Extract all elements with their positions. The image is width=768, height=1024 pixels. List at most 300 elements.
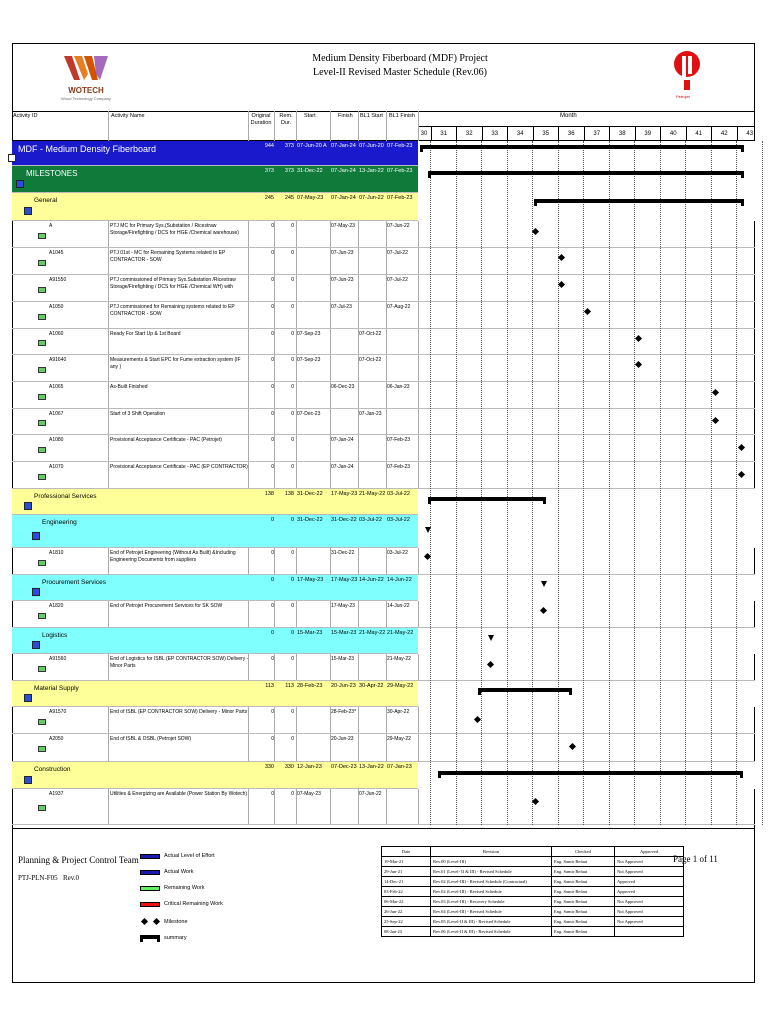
revision-header-cell: Checked: [552, 847, 615, 857]
activity-od: 0: [271, 550, 274, 556]
band-bl1f: 03-Jul-22: [387, 491, 410, 497]
wbs-folder-icon: [24, 694, 32, 702]
band-bl1s: 30-Apr-22: [359, 683, 384, 689]
band-bl1s: 13-Jan-22: [359, 764, 384, 770]
band-bl1f: 29-May-22: [387, 683, 414, 689]
gantt-band-area: [418, 193, 755, 221]
band-finish: 17-May-23: [331, 577, 358, 583]
month-gridline: [507, 141, 508, 825]
band-rd: 330: [284, 764, 294, 770]
activity-row[interactable]: [12, 462, 755, 489]
activity-bl1f: 07-Feb-23: [387, 437, 411, 443]
activity-bl1f: 07-Jun-22: [387, 223, 410, 229]
band-bl1s: 07-Jun-22: [359, 195, 384, 201]
activity-rd: 0: [291, 736, 294, 742]
activity-rd: 0: [291, 384, 294, 390]
activity-finish: 28-Feb-23*: [331, 709, 357, 715]
month-cell: 30: [420, 131, 428, 137]
revision-cell: 08-Jan-23: [382, 927, 431, 937]
month-gridline: [660, 141, 661, 825]
activity-row[interactable]: [12, 654, 755, 681]
wbs-band-row[interactable]: [12, 628, 418, 654]
activity-name: End of Petrojet Engineering (Without As Built) &Including Engineering Documents from suppliers: [110, 550, 236, 563]
col-bl1-start: BL1 Start: [360, 113, 383, 119]
month-gridline: [711, 141, 712, 825]
band-od: 373: [264, 168, 274, 174]
activity-row[interactable]: [12, 329, 755, 355]
legend-swatch: [140, 886, 160, 891]
col-month: Month: [560, 113, 577, 119]
wbs-band-name: General: [34, 197, 58, 204]
wbs-folder-icon: [32, 588, 40, 596]
activity-id: A1065: [49, 384, 64, 390]
activity-start: 07-Dec-23: [297, 411, 321, 417]
activity-id: A1937: [49, 791, 64, 797]
month-gridline: [456, 141, 457, 825]
activity-icon: [38, 666, 46, 672]
activity-row[interactable]: [12, 382, 755, 409]
activity-icon: [38, 746, 46, 752]
activity-rd: 0: [291, 304, 294, 310]
band-finish: 31-Dec-22: [331, 517, 357, 523]
activity-finish: 15-Mar-23: [331, 656, 355, 662]
activity-finish: 07-Jul-23: [331, 304, 352, 310]
activity-id: A1067: [49, 411, 64, 417]
activity-finish: 07-Jun-23: [331, 277, 354, 283]
activity-bl1s: 07-Jan-23: [359, 411, 382, 417]
revision-row: [382, 887, 684, 897]
activity-name: Provisional Acceptance Certificate - PAC (EP CONTRACTOR): [110, 464, 248, 470]
activity-id: A1050: [49, 304, 64, 310]
activity-row[interactable]: [12, 275, 755, 302]
activity-od: 0: [271, 656, 274, 662]
activity-od: 0: [271, 464, 274, 470]
band-rd: 245: [284, 195, 294, 201]
activity-bl1f: 21-May-22: [387, 656, 411, 662]
revision-cell: Eng. Samir Refaat: [552, 907, 615, 917]
revision-header-cell: Approved: [615, 847, 684, 857]
revision-cell: Not Approved: [615, 897, 684, 907]
revision-cell: Rev.01 (Level- II & III) - Revised Schedule: [431, 867, 552, 877]
activity-id: A1060: [49, 331, 64, 337]
band-od: 330: [264, 764, 274, 770]
activity-row[interactable]: [12, 302, 755, 329]
gantt-band-area: [418, 628, 755, 654]
band-start: 07-May-23: [297, 195, 324, 201]
band-od: 113: [265, 683, 274, 689]
legend-swatch: [140, 854, 160, 859]
col-bl1-finish: BL1 Finish: [389, 113, 415, 119]
month-gridline: [609, 141, 610, 825]
month-cell: 40: [660, 127, 686, 141]
revision-row: [382, 877, 684, 887]
activity-rd: 0: [291, 437, 294, 443]
activity-icon: [38, 613, 46, 619]
wbs-folder-icon: [24, 502, 32, 510]
wbs-band-row[interactable]: [12, 141, 418, 166]
month-gridline: [481, 141, 482, 825]
band-rd: 113: [285, 683, 294, 689]
wbs-folder-icon: [32, 641, 40, 649]
revision-cell: [615, 927, 684, 937]
activity-row[interactable]: [12, 707, 755, 734]
wbs-folder-icon: [16, 180, 24, 188]
activity-bl1f: 03-Jul-22: [387, 550, 408, 556]
band-finish: 17-May-23: [331, 491, 358, 497]
activity-finish: 07-Jan-24: [331, 437, 354, 443]
activity-icon: [38, 287, 46, 293]
activity-rd: 0: [291, 223, 294, 229]
activity-od: 0: [271, 223, 274, 229]
revision-row: [382, 897, 684, 907]
gantt-band-area: [418, 681, 755, 707]
petrojet-logo-icon: [672, 48, 702, 94]
activity-bl1s: 07-Oct-22: [359, 331, 382, 337]
band-bl1f: 14-Jun-22: [387, 577, 412, 583]
band-bl1f: 21-May-22: [387, 630, 414, 636]
activity-row[interactable]: [12, 548, 755, 575]
activity-icon: [38, 474, 46, 480]
activity-row[interactable]: [12, 435, 755, 462]
activity-rd: 0: [291, 411, 294, 417]
wotech-logo-icon: [60, 52, 112, 86]
legend-label: Actual Work: [164, 869, 194, 875]
revision-row: [382, 917, 684, 927]
activity-name: PTJ 01st - MC for Remaining Systems related to EP CONTRACTOR - SOW: [110, 250, 226, 263]
month-gridline: [634, 141, 635, 825]
activity-finish: 07-May-23: [331, 223, 355, 229]
band-finish: 07-Jan-24: [331, 143, 356, 149]
wbs-band-name: Material Supply: [34, 685, 79, 692]
activity-id: A1080: [49, 437, 64, 443]
summary-bar-mdf: [420, 145, 744, 149]
activity-bl1f: 14-Jun-22: [387, 603, 410, 609]
activity-name: PTJ MC for Primary Sys.(Substation / Ricestraw Storage/Firefighting / DCS for HGE /Chemical warehouse): [110, 223, 239, 236]
activity-name: PTJ commissioned of Primary Sys.Substation /Ricestraw Storage/Firefighting / DCS for HGE /Chemical WH) with: [110, 277, 236, 290]
revision-header-row: [382, 847, 684, 857]
band-bl1f: 03-Jul-22: [387, 517, 410, 523]
month-gridline: [430, 141, 431, 825]
activity-finish: 17-May-23: [331, 603, 355, 609]
activity-finish: 07-Jan-24: [331, 464, 354, 470]
title-line-1: Medium Density Fiberboard (MDF) Project: [312, 53, 488, 64]
month-cell: 32: [456, 127, 482, 141]
activity-icon: [38, 394, 46, 400]
activity-name: As-Built Finished: [110, 384, 148, 390]
page-number: Page 1 of 11: [673, 854, 718, 864]
activity-id: A1070: [49, 464, 64, 470]
activity-id: A91570: [49, 709, 67, 715]
band-bl1f: 07-Jan-23: [387, 764, 412, 770]
activity-row[interactable]: [12, 409, 755, 435]
revision-cell: Rev.02 (Level-III) - Revised Schedule: [431, 887, 552, 897]
band-rd: 138: [284, 491, 294, 497]
band-start: 07-Jun-20 A: [297, 143, 327, 149]
activity-icon: [38, 719, 46, 725]
activity-id: A1045: [49, 250, 64, 256]
activity-rd: 0: [291, 791, 294, 797]
revision-cell: 19-Mar-21: [382, 857, 431, 867]
activity-icon: [38, 367, 46, 373]
band-finish: 20-Jun-23: [331, 683, 356, 689]
activity-od: 0: [271, 437, 274, 443]
revision-cell: Eng. Samir Refaat: [552, 927, 615, 937]
title-line-2: Level-II Revised Master Schedule (Rev.06): [312, 67, 487, 78]
activity-bl1s: 07-Oct-22: [359, 357, 382, 363]
wbs-band-name: Professional Services: [34, 493, 97, 500]
col-activity-name: Activity Name: [111, 113, 145, 119]
month-gridline: [583, 141, 584, 825]
activity-row[interactable]: [12, 221, 755, 248]
revision-row: [382, 867, 684, 877]
legend-swatch: [140, 902, 160, 907]
activity-icon: [38, 340, 46, 346]
legend-label: Actual Level of Effort: [164, 853, 215, 859]
summary-bar-milestones: [428, 171, 744, 175]
month-gridline: [762, 141, 763, 825]
revision-header-cell: Revision: [431, 847, 552, 857]
band-rd: 0: [290, 630, 294, 636]
legend-label: Remaining Work: [164, 885, 205, 891]
summary-bar-general: [534, 199, 744, 203]
summary-bar-construction: [438, 771, 743, 775]
activity-rd: 0: [291, 603, 294, 609]
revision-cell: Rev.02 (Level-III) - Revised Schedule (Contractual): [431, 877, 552, 887]
activity-id: A91560: [49, 656, 67, 662]
wbs-band-row[interactable]: [12, 166, 418, 193]
wbs-band-row[interactable]: [12, 193, 418, 221]
petrojet-sub: Petrojet: [676, 94, 690, 99]
activity-icon: [38, 420, 46, 426]
activity-od: 0: [271, 791, 274, 797]
activity-row[interactable]: [12, 248, 755, 275]
band-rd: 0: [290, 577, 294, 583]
activity-name: End of ISBL & OSBL (Petrojet SOW): [110, 736, 192, 742]
activity-id: A1810: [49, 550, 64, 556]
band-start: 17-May-23: [297, 577, 324, 583]
petrojet-logo: [672, 48, 702, 106]
activity-rd: 0: [291, 250, 294, 256]
activity-name: Start of 3 Shift Operation: [110, 411, 166, 417]
activity-id: A: [49, 223, 53, 229]
month-gridline: [558, 141, 559, 825]
gantt-band-area: [418, 489, 755, 515]
activity-id: A91640: [49, 357, 67, 363]
month-cell: 38: [609, 127, 635, 141]
revision-row: [382, 927, 684, 937]
wbs-band-row[interactable]: [12, 515, 418, 548]
wbs-folder-icon: [24, 776, 32, 784]
legend-label: Critical Remaining Work: [164, 901, 223, 907]
month-cell: 31: [431, 127, 457, 141]
activity-row[interactable]: [12, 601, 755, 628]
wbs-band-row[interactable]: [12, 762, 418, 789]
revision-cell: Rev.06 (Level-II & III) - Revised Schedule: [431, 927, 552, 937]
band-bl1f: 07-Feb-23: [387, 143, 413, 149]
revision-cell: 03-Feb-22: [382, 887, 431, 897]
band-start: 12-Jan-23: [297, 764, 322, 770]
activity-bl1f: 30-Apr-22: [387, 709, 410, 715]
band-od: 0: [270, 577, 274, 583]
legend-swatch: [140, 870, 160, 875]
wbs-band-name: Engineering: [42, 519, 77, 526]
activity-id: A1820: [49, 603, 64, 609]
col-activity-id: Activity ID: [13, 113, 38, 119]
band-bl1s: 07-Jun-20: [359, 143, 384, 149]
revision-row: [382, 907, 684, 917]
activity-row[interactable]: [12, 355, 755, 382]
activity-name: Provisional Acceptance Certificate - PAC (Petrojet): [110, 437, 222, 443]
activity-icon: [38, 314, 46, 320]
revision-cell: 26-Jun-22: [382, 907, 431, 917]
activity-icon: [38, 447, 46, 453]
band-od: 0: [270, 517, 274, 523]
revision-cell: 06-Mar-22: [382, 897, 431, 907]
revision-cell: Rev.00 (Level-III): [431, 857, 552, 867]
band-bl1f: 07-Feb-23: [387, 195, 413, 201]
wbs-band-name: MDF - Medium Density Fiberboard: [18, 144, 157, 154]
activity-row[interactable]: [12, 734, 755, 762]
revision-cell: Rev.03 (Level-III) - Recovery Schedule: [431, 897, 552, 907]
revision-cell: Not Approved: [615, 907, 684, 917]
activity-icon: [38, 805, 46, 811]
gantt-band-area: [418, 575, 755, 601]
activity-rd: 0: [291, 331, 294, 337]
month-gridline: [532, 141, 533, 825]
wbs-band-row[interactable]: [12, 489, 418, 515]
activity-rd: 0: [291, 550, 294, 556]
band-start: 28-Feb-23: [297, 683, 323, 689]
month-cell: 42: [711, 127, 737, 141]
activity-bl1f: 07-Aug-22: [387, 304, 411, 310]
activity-od: 0: [271, 709, 274, 715]
col-rem-dur: Rem. Dur.: [279, 113, 293, 126]
band-rd: 373: [284, 143, 294, 149]
band-start: 15-Mar-23: [297, 630, 323, 636]
activity-name: Measurements & Start EPC for Fume extraction system (IF any ): [110, 357, 241, 370]
month-scale: [418, 126, 755, 140]
activity-name: Ready For Start Up & 1st Board: [110, 331, 181, 337]
activity-bl1f: 07-Jul-22: [387, 250, 408, 256]
activity-start: 07-Sep-23: [297, 331, 321, 337]
activity-row[interactable]: [12, 789, 755, 825]
revision-cell: 25-Sep-22: [382, 917, 431, 927]
gantt-band-area: [418, 762, 755, 789]
band-bl1s: 14-Jun-22: [359, 577, 384, 583]
legend-label: summary: [164, 935, 187, 941]
band-start: 31-Dec-22: [297, 517, 323, 523]
band-bl1s: 03-Jul-22: [359, 517, 382, 523]
band-start: 31-Dec-22: [297, 168, 323, 174]
activity-od: 0: [271, 357, 274, 363]
revision-cell: Rev.04 (Level-III) - Revised Schedule: [431, 907, 552, 917]
activity-name: End of Petrojet Procurement Services for SK SOW: [110, 603, 223, 609]
month-gridline: [685, 141, 686, 825]
activity-bl1f: 07-Feb-23: [387, 464, 411, 470]
band-od: 245: [264, 195, 274, 201]
activity-od: 0: [271, 250, 274, 256]
activity-name: Utilities & Energizing are Available (Power Station By Wotech): [110, 791, 248, 797]
revision-cell: Approved: [615, 877, 684, 887]
month-gridline: [736, 141, 737, 825]
footer-team: Planning & Project Control Team: [18, 855, 139, 865]
footer-code: [18, 874, 79, 882]
revision-cell: Not Approved: [615, 857, 684, 867]
wbs-band-name: MILESTONES: [26, 169, 78, 178]
activity-name: End of ISBL (EP CONTRACTOR SOW) Delivery - Minor Parts: [110, 709, 248, 715]
schedule-grid: [12, 141, 755, 825]
band-finish: 07-Dec-23: [331, 764, 357, 770]
activity-rd: 0: [291, 357, 294, 363]
wbs-folder-icon: [32, 532, 40, 540]
wbs-band-name: Logistics: [42, 632, 68, 639]
band-finish: 07-Jan-24: [331, 168, 356, 174]
month-cell: 37: [584, 127, 610, 141]
activity-bl1s: 07-Jun-22: [359, 791, 382, 797]
legend-summary-icon: [140, 935, 160, 939]
activity-icon: [38, 260, 46, 266]
month-cell: 36: [558, 127, 584, 141]
revision-cell: Not Approved: [615, 867, 684, 877]
activity-rd: 0: [291, 277, 294, 283]
wotech-sub: Wood Technology Company: [61, 96, 111, 101]
activity-od: 0: [271, 331, 274, 337]
band-bl1s: 21-May-22: [359, 630, 386, 636]
activity-id: A91550: [49, 277, 67, 283]
revision-cell: Eng. Samir Refaat: [552, 917, 615, 927]
revision-cell: Eng. Samir Refaat: [552, 877, 615, 887]
revision-cell: Eng. Samir Refaat: [552, 867, 615, 877]
activity-rd: 0: [291, 656, 294, 662]
revision-cell: Eng. Samir Refaat: [552, 897, 615, 907]
revision-cell: Approved: [615, 887, 684, 897]
wbs-band-name: Construction: [34, 766, 71, 773]
band-rd: 373: [284, 168, 294, 174]
band-bl1s: 13-Jan-22: [359, 168, 384, 174]
band-od: 944: [264, 143, 274, 149]
wbs-band-row[interactable]: [12, 575, 418, 601]
month-cell: 43: [737, 127, 763, 141]
activity-od: 0: [271, 384, 274, 390]
band-bl1f: 07-Feb-23: [387, 168, 413, 174]
summary-milestone-marker: [425, 527, 431, 533]
band-rd: 0: [290, 517, 294, 523]
summary-milestone-marker: [541, 581, 547, 587]
wbs-band-name: Procurement Services: [42, 579, 106, 586]
revision-table: [381, 846, 684, 937]
wotech-logo: [60, 52, 112, 108]
summary-milestone-marker: [488, 635, 494, 641]
activity-bl1f: 06-Jan-23: [387, 384, 410, 390]
month-cell: 39: [635, 127, 661, 141]
revision-cell: 14-Dec-21: [382, 877, 431, 887]
legend-label: Milestone: [164, 919, 188, 925]
revision-cell: Not Approved: [615, 917, 684, 927]
month-cell: 35: [533, 127, 559, 141]
wbs-band-row[interactable]: [12, 681, 418, 707]
col-finish: Finish: [338, 113, 353, 119]
wbs-folder-icon: [24, 207, 32, 215]
revision-cell: Eng. Samir Refaat: [552, 857, 615, 867]
activity-icon: [38, 560, 46, 566]
month-cell: 41: [686, 127, 712, 141]
activity-start: 07-Sep-23: [297, 357, 321, 363]
activity-name: End of Logistics for ISBL (EP CONTRACTOR SOW) Delivery - Minor Parts: [110, 656, 249, 669]
revision-cell: Rev.05 (Level-II & III) - Revised Schedule: [431, 917, 552, 927]
revision-row: [382, 857, 684, 867]
activity-finish: 07-Jun-23: [331, 250, 354, 256]
summary-bar-professional-services: [428, 497, 546, 501]
